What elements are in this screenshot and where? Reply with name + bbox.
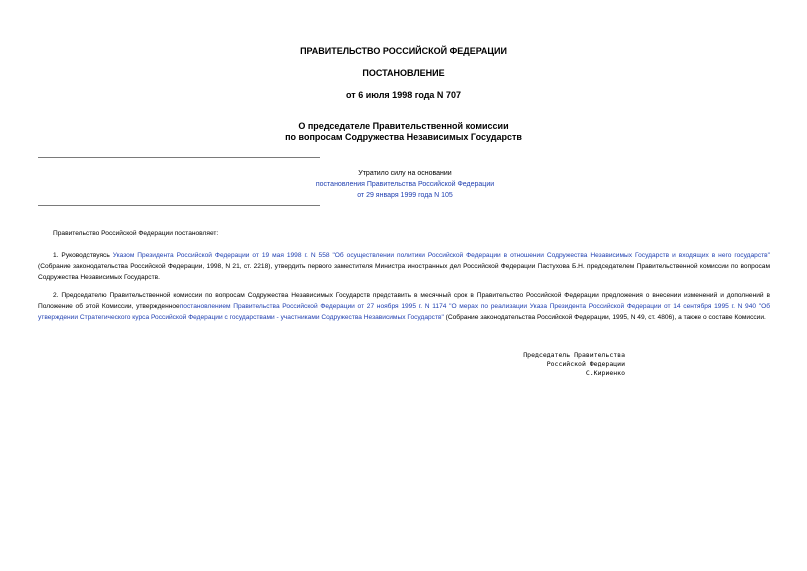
signature-country: Российской Федерации — [546, 360, 625, 368]
document-title-line-1: О председателе Правительственной комиссии — [298, 121, 509, 131]
document-body — [38, 228, 770, 239]
lapse-note-link-line-1[interactable]: постановления Правительства Российской Федерации — [315, 181, 495, 188]
signature-position: Председатель Правительства — [523, 351, 625, 359]
paragraph-2-prefix: 2. Председателю Правительственной комиссии по вопросам Содружества Независимых Государств представить в месячный срок в Правительство Российской Федерации предложения о внесении изменений и дополнений в Положение об этой Комиссии, утвержденное — [38, 292, 770, 310]
signature-name: С.Кириенко — [585, 369, 625, 377]
paragraph-1 — [38, 250, 770, 283]
document-title-line-2: по вопросам Содружества Независимых Государств — [285, 132, 522, 142]
paragraph-1-suffix: (Собрание законодательства Российской Федерации, 1998, N 21, ст. 2218), утвердить первого заместителя Министра иностранных дел Российской Федерации Пастухова Б.Н. председателем Правительственной комиссии по вопросам Содружества Независимых Государств. — [38, 263, 770, 281]
lapse-note — [300, 168, 510, 201]
lapse-note-link-line-2[interactable]: от 29 января 1999 года N 105 — [357, 192, 453, 199]
paragraph-2-link[interactable]: постановлением Правительства Российской Федерации от 27 ноября 1995 г. N 1174 "О мерах по реализации Указа Президента Российской Федерации от 14 сентября 1995 г. N 940 "Об утверждении Стратегического курса Российской Федерации с государствами - участниками Содружества Независимых Государств" — [38, 303, 770, 321]
lapse-note-text: Утратило силу на основании — [358, 170, 452, 177]
signature-block — [440, 351, 625, 378]
document-type: ПОСТАНОВЛЕНИЕ — [362, 68, 445, 78]
top-divider — [38, 157, 320, 158]
paragraph-2 — [38, 290, 770, 323]
bottom-divider — [38, 205, 320, 206]
paragraph-1-link[interactable]: Указом Президента Российской Федерации от 19 мая 1998 г. N 558 "Об осуществлении политики Российской Федерации в отношении Содружества Независимых Государств и входящих в него государств" — [112, 252, 770, 259]
intro-paragraph: Правительство Российской Федерации постановляет: — [53, 230, 219, 237]
paragraph-2-suffix: (Собрание законодательства Российской Федерации, 1995, N 49, ст. 4806), а также о составе Комиссии. — [443, 314, 766, 321]
government-heading: ПРАВИТЕЛЬСТВО РОССИЙСКОЙ ФЕДЕРАЦИИ — [300, 46, 507, 56]
paragraph-1-prefix: 1. Руководствуясь — [53, 252, 113, 259]
document-date-number: от 6 июля 1998 года N 707 — [346, 90, 461, 100]
